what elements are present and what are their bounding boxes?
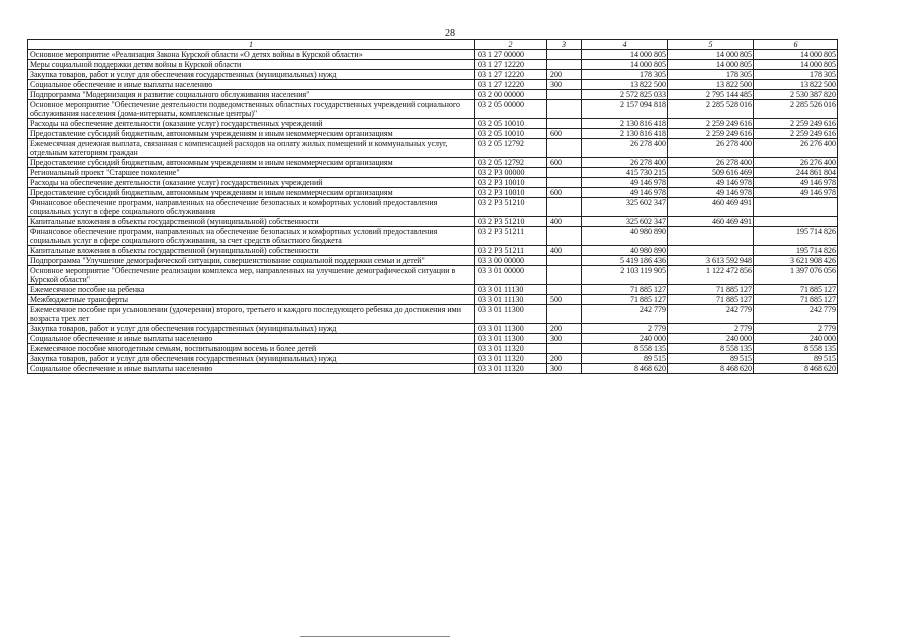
row-expense-type bbox=[547, 198, 582, 217]
table-row bbox=[28, 246, 838, 256]
table-row bbox=[28, 70, 838, 80]
row-value-3: 71 885 127 bbox=[754, 285, 838, 295]
table-row bbox=[28, 354, 838, 364]
row-value-2 bbox=[668, 227, 754, 246]
row-value-3: 2 285 526 016 bbox=[754, 100, 838, 119]
row-name: Социальное обеспечение и иные выплаты населению bbox=[28, 364, 475, 374]
row-code: 03 3 01 00000 bbox=[475, 266, 547, 285]
row-value-1: 14 000 805 bbox=[582, 50, 668, 60]
row-value-1: 240 000 bbox=[582, 334, 668, 344]
table-row bbox=[28, 217, 838, 227]
row-code: 03 2 05 12792 bbox=[475, 158, 547, 168]
row-expense-type: 600 bbox=[547, 129, 582, 139]
row-value-2: 71 885 127 bbox=[668, 295, 754, 305]
header-cell-4: 4 bbox=[582, 40, 668, 50]
row-value-3: 2 779 bbox=[754, 324, 838, 334]
row-code: 03 3 01 11320 bbox=[475, 344, 547, 354]
row-code: 03 2 05 12792 bbox=[475, 139, 547, 158]
row-expense-type: 300 bbox=[547, 334, 582, 344]
row-value-1: 14 000 805 bbox=[582, 60, 668, 70]
table-row bbox=[28, 178, 838, 188]
row-code: 03 3 01 11320 bbox=[475, 354, 547, 364]
row-expense-type bbox=[547, 139, 582, 158]
row-value-1: 40 980 890 bbox=[582, 227, 668, 246]
row-value-3: 26 276 400 bbox=[754, 158, 838, 168]
row-value-2: 2 285 528 016 bbox=[668, 100, 754, 119]
row-expense-type: 200 bbox=[547, 70, 582, 80]
row-value-3: 2 259 249 616 bbox=[754, 129, 838, 139]
row-name: Ежемесячное пособие на ребенка bbox=[28, 285, 475, 295]
row-value-1: 2 103 119 905 bbox=[582, 266, 668, 285]
row-value-2: 460 469 491 bbox=[668, 198, 754, 217]
row-value-3 bbox=[754, 217, 838, 227]
row-value-1: 2 157 094 818 bbox=[582, 100, 668, 119]
row-value-2: 49 146 978 bbox=[668, 178, 754, 188]
row-expense-type: 600 bbox=[547, 188, 582, 198]
row-value-2: 242 779 bbox=[668, 305, 754, 324]
row-expense-type: 300 bbox=[547, 80, 582, 90]
row-expense-type bbox=[547, 119, 582, 129]
page-number: 28 bbox=[445, 28, 455, 39]
row-expense-type bbox=[547, 90, 582, 100]
row-expense-type: 300 bbox=[547, 364, 582, 374]
row-expense-type bbox=[547, 285, 582, 295]
row-name: Ежемесячное пособие многодетным семьям, воспитывающим восемь и более детей bbox=[28, 344, 475, 354]
row-value-1: 2 779 bbox=[582, 324, 668, 334]
table-row bbox=[28, 158, 838, 168]
row-expense-type bbox=[547, 344, 582, 354]
row-value-1: 415 730 215 bbox=[582, 168, 668, 178]
row-value-1: 71 885 127 bbox=[582, 285, 668, 295]
row-value-2: 3 613 592 948 bbox=[668, 256, 754, 266]
row-code: 03 3 01 11300 bbox=[475, 324, 547, 334]
row-value-3: 71 885 127 bbox=[754, 295, 838, 305]
row-value-3: 2 259 249 616 bbox=[754, 119, 838, 129]
table-row bbox=[28, 266, 838, 285]
row-code: 03 2 05 10010 bbox=[475, 119, 547, 129]
row-code: 03 1 27 12220 bbox=[475, 80, 547, 90]
row-name: Закупка товаров, работ и услуг для обеспечения государственных (муниципальных) нужд bbox=[28, 70, 475, 80]
row-value-1: 325 602 347 bbox=[582, 217, 668, 227]
row-value-2: 14 000 805 bbox=[668, 50, 754, 60]
row-expense-type: 600 bbox=[547, 158, 582, 168]
table-row bbox=[28, 188, 838, 198]
row-name: Социальное обеспечение и иные выплаты населению bbox=[28, 80, 475, 90]
row-expense-type bbox=[547, 168, 582, 178]
row-value-3: 195 714 826 bbox=[754, 246, 838, 256]
row-value-2: 8 558 135 bbox=[668, 344, 754, 354]
row-value-3: 14 000 805 bbox=[754, 60, 838, 70]
row-value-3: 89 515 bbox=[754, 354, 838, 364]
row-code: 03 2 P3 10010 bbox=[475, 188, 547, 198]
row-value-3: 49 146 978 bbox=[754, 178, 838, 188]
table-row bbox=[28, 129, 838, 139]
row-value-1: 40 980 890 bbox=[582, 246, 668, 256]
row-expense-type: 200 bbox=[547, 354, 582, 364]
row-code: 03 3 01 11300 bbox=[475, 334, 547, 344]
table-row bbox=[28, 100, 838, 119]
header-cell-2: 2 bbox=[475, 40, 547, 50]
row-value-3: 49 146 978 bbox=[754, 188, 838, 198]
row-code: 03 1 27 12220 bbox=[475, 60, 547, 70]
table-row bbox=[28, 198, 838, 217]
row-value-3: 2 530 387 820 bbox=[754, 90, 838, 100]
row-value-3: 8 468 620 bbox=[754, 364, 838, 374]
row-name: Предоставление субсидий бюджетным, автономным учреждениям и иным некоммерческим организациям bbox=[28, 188, 475, 198]
row-code: 03 2 05 10010 bbox=[475, 129, 547, 139]
table-row bbox=[28, 139, 838, 158]
row-value-1: 2 572 825 033 bbox=[582, 90, 668, 100]
table-row bbox=[28, 168, 838, 178]
row-name: Меры социальной поддержки детям войны в Курской области bbox=[28, 60, 475, 70]
row-code: 03 3 00 00000 bbox=[475, 256, 547, 266]
row-value-3: 8 558 135 bbox=[754, 344, 838, 354]
header-cell-3: 3 bbox=[547, 40, 582, 50]
row-code: 03 2 P3 51210 bbox=[475, 198, 547, 217]
row-code: 03 2 05 00000 bbox=[475, 100, 547, 119]
row-value-2: 13 822 500 bbox=[668, 80, 754, 90]
row-name: Финансовое обеспечение программ, направленных на обеспечение безопасных и комфортных условий предоставления социальных услуг в сфере социального обслуживания bbox=[28, 198, 475, 217]
row-value-3: 244 861 804 bbox=[754, 168, 838, 178]
row-value-2: 2 779 bbox=[668, 324, 754, 334]
row-value-1: 2 130 816 418 bbox=[582, 119, 668, 129]
row-code: 03 2 P3 10010 bbox=[475, 178, 547, 188]
row-name: Ежемесячная денежная выплата, связанная с компенсацией расходов на оплату жилых помещений и коммунальных услуг, отдельным категориям граждан bbox=[28, 139, 475, 158]
footer-rule bbox=[300, 636, 450, 637]
row-name: Ежемесячное пособие при усыновлении (удочерении) второго, третьего и каждого последующего ребенка до достижения ими возраста трех лет bbox=[28, 305, 475, 324]
row-value-3: 13 822 500 bbox=[754, 80, 838, 90]
row-expense-type: 400 bbox=[547, 217, 582, 227]
row-name: Капитальные вложения в объекты государственной (муниципальной) собственности bbox=[28, 217, 475, 227]
row-name: Межбюджетные трансферты bbox=[28, 295, 475, 305]
header-row bbox=[28, 40, 838, 50]
row-name: Предоставление субсидий бюджетным, автономным учреждениям и иным некоммерческим организациям bbox=[28, 158, 475, 168]
table-row bbox=[28, 305, 838, 324]
row-code: 03 2 P3 51210 bbox=[475, 217, 547, 227]
row-value-2 bbox=[668, 246, 754, 256]
row-value-2: 26 278 400 bbox=[668, 158, 754, 168]
table-row bbox=[28, 324, 838, 334]
row-value-3: 1 397 076 056 bbox=[754, 266, 838, 285]
table-row bbox=[28, 364, 838, 374]
row-value-1: 5 419 186 436 bbox=[582, 256, 668, 266]
row-name: Региональный проект "Старшее поколение" bbox=[28, 168, 475, 178]
row-value-2: 71 885 127 bbox=[668, 285, 754, 295]
row-name: Капитальные вложения в объекты государственной (муниципальной) собственности bbox=[28, 246, 475, 256]
row-expense-type bbox=[547, 256, 582, 266]
table-row bbox=[28, 295, 838, 305]
row-value-2: 240 000 bbox=[668, 334, 754, 344]
row-expense-type bbox=[547, 305, 582, 324]
table-row bbox=[28, 119, 838, 129]
table-row bbox=[28, 334, 838, 344]
row-code: 03 2 P3 51211 bbox=[475, 246, 547, 256]
row-code: 03 2 00 00000 bbox=[475, 90, 547, 100]
row-name: Основное мероприятие "Обеспечение реализации комплекса мер, направленных на улучшение демографической ситуации в Курской области" bbox=[28, 266, 475, 285]
row-value-3: 242 779 bbox=[754, 305, 838, 324]
row-expense-type: 200 bbox=[547, 324, 582, 334]
row-name: Расходы на обеспечение деятельности (оказание услуг) государственных учреждений bbox=[28, 119, 475, 129]
row-expense-type bbox=[547, 266, 582, 285]
row-value-2: 26 278 400 bbox=[668, 139, 754, 158]
table-row bbox=[28, 60, 838, 70]
row-code: 03 1 27 00000 bbox=[475, 50, 547, 60]
row-expense-type: 500 bbox=[547, 295, 582, 305]
row-value-1: 26 278 400 bbox=[582, 139, 668, 158]
table-row bbox=[28, 90, 838, 100]
row-name: Социальное обеспечение и иные выплаты населению bbox=[28, 334, 475, 344]
row-value-1: 89 515 bbox=[582, 354, 668, 364]
row-code: 03 3 01 11320 bbox=[475, 364, 547, 374]
row-value-1: 49 146 978 bbox=[582, 188, 668, 198]
row-name: Предоставление субсидий бюджетным, автономным учреждениям и иным некоммерческим организациям bbox=[28, 129, 475, 139]
row-expense-type bbox=[547, 50, 582, 60]
row-code: 03 2 P3 51211 bbox=[475, 227, 547, 246]
row-name: Закупка товаров, работ и услуг для обеспечения государственных (муниципальных) нужд bbox=[28, 324, 475, 334]
table-row bbox=[28, 80, 838, 90]
row-value-3: 195 714 826 bbox=[754, 227, 838, 246]
table-row bbox=[28, 256, 838, 266]
row-name: Расходы на обеспечение деятельности (оказание услуг) государственных учреждений bbox=[28, 178, 475, 188]
row-value-1: 2 130 816 418 bbox=[582, 129, 668, 139]
row-value-3: 3 621 908 426 bbox=[754, 256, 838, 266]
row-value-1: 178 305 bbox=[582, 70, 668, 80]
row-name: Основное мероприятие «Реализация Закона Курской области «О детях войны в Курской области» bbox=[28, 50, 475, 60]
row-code: 03 3 01 11300 bbox=[475, 305, 547, 324]
header-cell-1: 1 bbox=[28, 40, 475, 50]
row-value-2: 89 515 bbox=[668, 354, 754, 364]
row-expense-type bbox=[547, 178, 582, 188]
row-value-3: 178 305 bbox=[754, 70, 838, 80]
row-value-1: 49 146 978 bbox=[582, 178, 668, 188]
header-cell-6: 6 bbox=[754, 40, 838, 50]
row-expense-type: 400 bbox=[547, 246, 582, 256]
row-value-1: 8 558 135 bbox=[582, 344, 668, 354]
row-code: 03 3 01 11130 bbox=[475, 295, 547, 305]
row-value-2: 2 795 144 485 bbox=[668, 90, 754, 100]
row-name: Финансовое обеспечение программ, направленных на обеспечение безопасных и комфортных условий предоставления социальных услуг в сфере социального обслуживания, за счет средств областного бюджета bbox=[28, 227, 475, 246]
row-name: Основное мероприятие "Обеспечение деятельности подведомственных областных государственных учреждений социального обслуживания населения (дома-интернаты, комплексные центры)" bbox=[28, 100, 475, 119]
row-value-2: 509 616 469 bbox=[668, 168, 754, 178]
row-code: 03 3 01 11130 bbox=[475, 285, 547, 295]
row-value-1: 8 468 620 bbox=[582, 364, 668, 374]
row-expense-type bbox=[547, 100, 582, 119]
row-expense-type bbox=[547, 227, 582, 246]
row-value-2: 1 122 472 856 bbox=[668, 266, 754, 285]
table-row bbox=[28, 50, 838, 60]
row-code: 03 1 27 12220 bbox=[475, 70, 547, 80]
table-row bbox=[28, 344, 838, 354]
row-value-2: 49 146 978 bbox=[668, 188, 754, 198]
row-value-3: 26 276 400 bbox=[754, 139, 838, 158]
row-value-2: 460 469 491 bbox=[668, 217, 754, 227]
row-value-3 bbox=[754, 198, 838, 217]
row-value-1: 13 822 500 bbox=[582, 80, 668, 90]
row-name: Закупка товаров, работ и услуг для обеспечения государственных (муниципальных) нужд bbox=[28, 354, 475, 364]
row-value-1: 325 602 347 bbox=[582, 198, 668, 217]
row-value-2: 2 259 249 616 bbox=[668, 119, 754, 129]
row-value-2: 8 468 620 bbox=[668, 364, 754, 374]
table-row bbox=[28, 227, 838, 246]
row-value-3: 14 000 805 bbox=[754, 50, 838, 60]
header-cell-5: 5 bbox=[668, 40, 754, 50]
row-value-3: 240 000 bbox=[754, 334, 838, 344]
row-value-1: 26 278 400 bbox=[582, 158, 668, 168]
row-name: Подпрограмма "Модернизация и развитие социального обслуживания населения" bbox=[28, 90, 475, 100]
row-expense-type bbox=[547, 60, 582, 70]
row-value-2: 14 000 805 bbox=[668, 60, 754, 70]
row-name: Подпрограмма "Улучшение демографической ситуации, совершенствование социальной поддержки семьи и детей" bbox=[28, 256, 475, 266]
row-value-1: 242 779 bbox=[582, 305, 668, 324]
budget-table bbox=[27, 39, 838, 374]
row-value-2: 178 305 bbox=[668, 70, 754, 80]
row-value-2: 2 259 249 616 bbox=[668, 129, 754, 139]
row-value-1: 71 885 127 bbox=[582, 295, 668, 305]
row-code: 03 2 P3 00000 bbox=[475, 168, 547, 178]
table-row bbox=[28, 285, 838, 295]
